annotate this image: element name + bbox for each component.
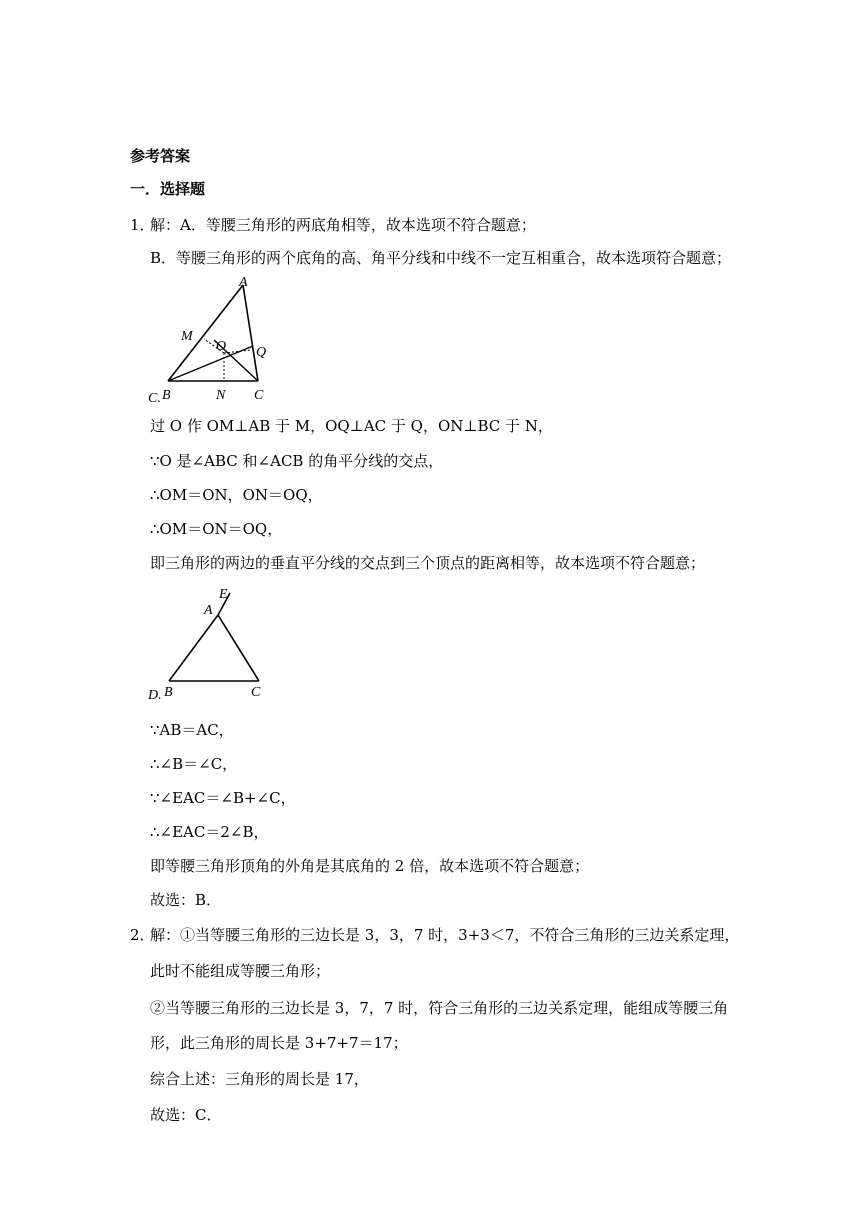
page-heading: 参考答案 (130, 147, 191, 165)
option-d-line-2: ∴∠B＝∠C， (150, 755, 238, 773)
figure-c-label-b: B (162, 388, 171, 403)
figure-c-label-m: M (181, 329, 193, 344)
figure-c-label-q: Q (256, 345, 267, 360)
figure-c-label-n: N (216, 388, 226, 403)
question-1-answer: 故选：B． (150, 891, 222, 909)
figure-d-label-option: D. (148, 688, 162, 703)
figure-c-label-a: A (239, 275, 248, 290)
question-2-number: 2． (130, 926, 155, 944)
figure-d-label-b: B (164, 685, 173, 700)
option-c-line-1: 过 O 作 OM⊥AB 于 M，OQ⊥AC 于 Q，ON⊥BC 于 N， (150, 417, 553, 435)
question-2-line-2: 此时不能组成等腰三角形； (150, 962, 331, 980)
figure-d-label-a: A (204, 603, 213, 618)
option-d-line-3: ∵∠EAC＝∠B+∠C， (150, 789, 296, 807)
option-d-line-4: ∴∠EAC＝2∠B， (150, 823, 269, 841)
figure-option-c (148, 276, 288, 406)
question-1-option-b: B．等腰三角形的两个底角的高、角平分线和中线不一定互相重合，故本选项符合题意； (150, 249, 732, 267)
option-d-line-5: 即等腰三角形顶角的外角是其底角的 2 倍，故本选项不符合题意； (150, 857, 590, 875)
figure-d-label-e: E (219, 587, 228, 602)
question-2-line-1: 解：①当等腰三角形的三边长是 3，3，7 时，3+3＜7，不符合三角形的三边关系定理， (150, 926, 740, 944)
question-2-line-3: ②当等腰三角形的三边长是 3，7，7 时，符合三角形的三边关系定理，能组成等腰三角 (150, 999, 729, 1017)
section-title: 一．选择题 (130, 180, 206, 198)
question-1-number: 1． (130, 216, 155, 234)
question-2-answer: 故选：C． (150, 1106, 222, 1124)
figure-c-label-o: O (216, 339, 227, 354)
option-c-line-5: 即三角形的两边的垂直平分线的交点到三个顶点的距离相等，故本选项不符合题意； (150, 554, 706, 572)
figure-d-label-c: C (251, 685, 261, 700)
option-d-line-1: ∵AB＝AC， (150, 721, 234, 739)
figure-c-label-option: C. (148, 391, 161, 406)
question-1-option-a: 解：A．等腰三角形的两底角相等，故本选项不符合题意； (150, 216, 536, 234)
option-c-line-2: ∵O 是∠ABC 和∠ACB 的角平分线的交点， (150, 452, 444, 470)
figure-c-label-c: C (254, 388, 264, 403)
figure-option-d (148, 583, 278, 703)
option-c-line-4: ∴OM＝ON＝OQ， (150, 520, 283, 538)
question-2-line-4: 形，此三角形的周长是 3+7+7＝17； (150, 1034, 408, 1052)
question-2-line-5: 综合上述：三角形的周长是 17， (150, 1070, 369, 1088)
option-c-line-3: ∴OM＝ON，ON＝OQ， (150, 486, 323, 504)
